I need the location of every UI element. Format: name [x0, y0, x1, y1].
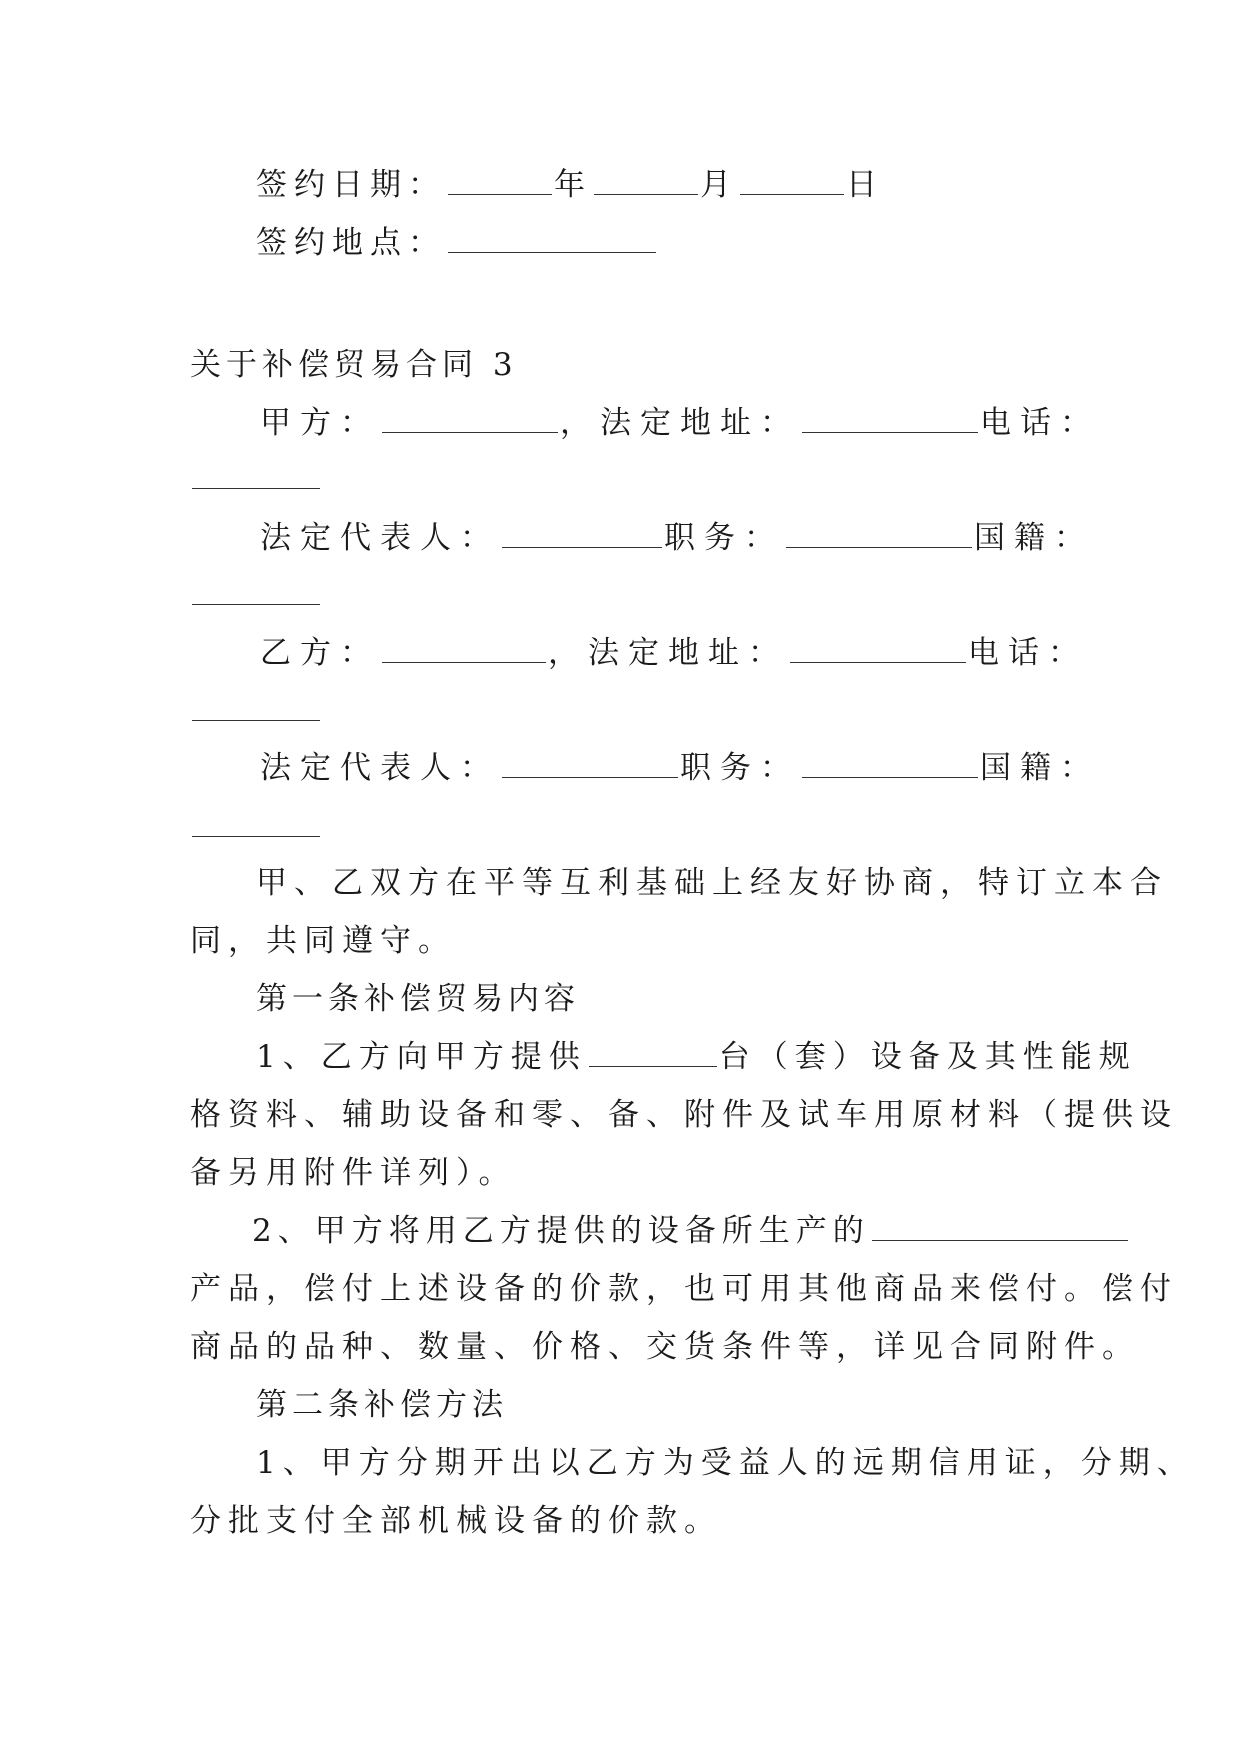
party-a-line	[260, 403, 1100, 443]
sign-place-label: 签约地点：	[256, 225, 446, 261]
party-b-nationality-label: 国籍：	[980, 750, 1100, 786]
year-blank	[448, 170, 552, 195]
article-1-title: 第一条补偿贸易内容	[256, 981, 580, 1017]
party-a-rep-blank	[502, 523, 662, 548]
article-2-item-1-line-1: 1、甲方分期开出以乙方为受益人的远期信用证，分期、	[256, 1445, 1195, 1481]
equipment-count-blank	[589, 1042, 717, 1067]
article-1-item-2-text: 2、甲方将用乙方提供的设备所生产的	[252, 1213, 870, 1249]
party-a-label: 甲方：	[260, 405, 380, 441]
party-a-phone-blank	[192, 464, 320, 489]
sign-date-label: 签约日期：	[256, 167, 446, 203]
day-label: 日	[846, 167, 884, 203]
article-1-item-2-line-1	[252, 1211, 1130, 1251]
party-b-title-label: 职务：	[680, 750, 800, 786]
article-1-item-2-line-2: 产品，偿付上述设备的价款，也可用其他商品来偿付。偿付	[190, 1271, 1178, 1307]
party-a-address-blank	[802, 408, 978, 433]
sign-place-line	[256, 223, 658, 263]
party-a-title-blank	[786, 523, 972, 548]
party-b-label: 乙方：	[260, 635, 380, 671]
article-1-item-1-line-1	[256, 1037, 1137, 1077]
party-b-rep-blank	[502, 753, 678, 778]
party-a-address-label: ，法定地址：	[560, 405, 800, 441]
party-b-phone-blank	[192, 696, 320, 721]
article-1-item-2-line-3: 商品的品种、数量、价格、交货条件等，详见合同附件。	[190, 1329, 1140, 1365]
place-blank	[448, 228, 656, 253]
section-title: 关于补偿贸易合同 3	[190, 347, 518, 383]
party-a-nationality-label: 国籍：	[974, 520, 1094, 556]
product-blank	[872, 1216, 1128, 1241]
article-1-item-1-line-3: 备另用附件详列）。	[190, 1155, 517, 1191]
party-b-title-blank	[802, 753, 978, 778]
party-b-phone-label: 电话：	[968, 635, 1088, 671]
month-blank	[594, 170, 698, 195]
party-a-rep-line	[260, 518, 1094, 558]
party-a-rep-label: 法定代表人：	[260, 520, 500, 556]
day-blank	[740, 170, 844, 195]
month-label: 月	[700, 167, 738, 203]
party-b-nationality-blank	[192, 812, 320, 837]
article-1-item-1-line-2: 格资料、辅助设备和零、备、附件及试车用原材料（提供设	[190, 1097, 1178, 1133]
party-b-name-blank	[382, 638, 546, 663]
party-b-rep-label: 法定代表人：	[260, 750, 500, 786]
party-b-rep-line	[260, 748, 1100, 788]
article-1-item-1-text-a: 1、乙方向甲方提供	[256, 1039, 587, 1075]
party-b-address-blank	[790, 638, 966, 663]
party-a-title-label: 职务：	[664, 520, 784, 556]
article-1-item-1-text-b: 台（套）设备及其性能规	[718, 1039, 1137, 1075]
intro-line-1: 甲、乙双方在平等互利基础上经友好协商，特订立本合	[256, 865, 1168, 901]
party-b-address-label: ，法定地址：	[548, 635, 788, 671]
intro-line-2: 同，共同遵守。	[190, 923, 456, 959]
party-b-line	[260, 633, 1088, 673]
party-a-name-blank	[382, 408, 558, 433]
article-2-item-1-line-2: 分批支付全部机械设备的价款。	[190, 1503, 722, 1539]
sign-date-line	[256, 165, 884, 205]
year-label: 年	[554, 167, 592, 203]
party-a-nationality-blank	[192, 580, 320, 605]
article-2-title: 第二条补偿方法	[256, 1387, 508, 1423]
party-a-phone-label: 电话：	[980, 405, 1100, 441]
